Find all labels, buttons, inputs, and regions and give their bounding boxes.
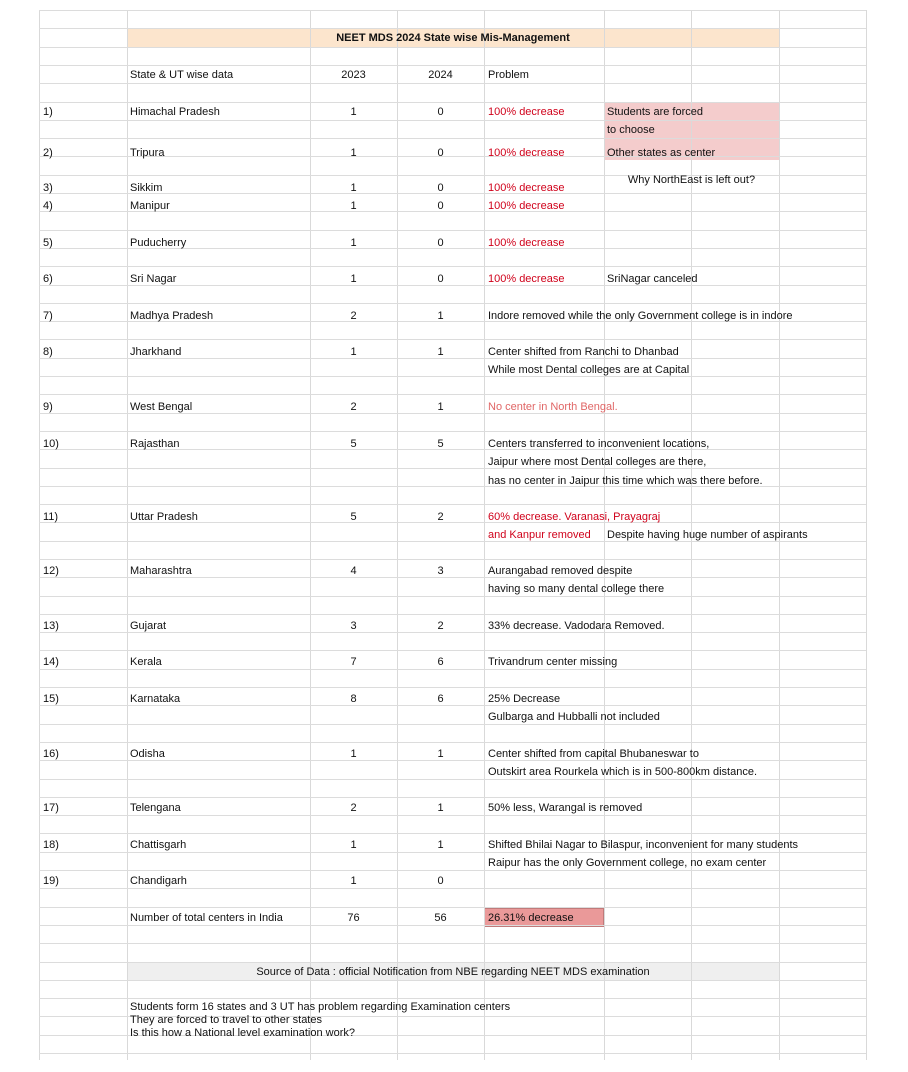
row-2023: 1 bbox=[350, 237, 357, 249]
row-problem: 100% decrease bbox=[488, 147, 565, 159]
grid-row-line bbox=[39, 650, 866, 651]
row-2023: 1 bbox=[350, 839, 357, 851]
row-number: 8) bbox=[43, 346, 53, 358]
grid-row-line bbox=[39, 28, 866, 29]
row-2023: 4 bbox=[350, 565, 357, 577]
row-problem: Centers transferred to inconvenient locations, bbox=[488, 438, 710, 450]
row-state: West Bengal bbox=[130, 401, 193, 413]
total-label: Number of total centers in India bbox=[130, 912, 283, 924]
row-number: 11) bbox=[43, 511, 59, 523]
grid-row-line bbox=[39, 888, 866, 889]
header-state: State & UT wise data bbox=[130, 69, 234, 81]
row-state: Jharkhand bbox=[130, 346, 182, 358]
row-2024: 1 bbox=[437, 802, 444, 814]
row-number: 9) bbox=[43, 401, 53, 413]
row-state: Himachal Pradesh bbox=[130, 106, 220, 118]
grid-row-line bbox=[39, 779, 866, 780]
row-number: 12) bbox=[43, 565, 59, 577]
grid-row-line bbox=[39, 1053, 866, 1054]
row-2024: 0 bbox=[437, 200, 444, 212]
footer-line-1: Students form 16 states and 3 UT has problem regarding Examination centers bbox=[130, 1001, 511, 1013]
grid-column-line bbox=[39, 10, 40, 1060]
row-problem: Jaipur where most Dental colleges are there, bbox=[488, 456, 707, 468]
row-2024: 1 bbox=[437, 346, 444, 358]
grid-column-line bbox=[866, 10, 867, 1060]
row-number: 15) bbox=[43, 693, 59, 705]
row-number: 6) bbox=[43, 273, 53, 285]
row-2023: 1 bbox=[350, 200, 357, 212]
header-2024: 2024 bbox=[428, 69, 453, 81]
row-state: Gujarat bbox=[130, 620, 167, 632]
row-problem: Trivandrum center missing bbox=[488, 656, 618, 668]
row-problem: 100% decrease bbox=[488, 237, 565, 249]
row-problem: 50% less, Warangal is removed bbox=[488, 802, 643, 814]
row-2024: 1 bbox=[437, 748, 444, 760]
row-2023: 1 bbox=[350, 748, 357, 760]
note-northeast: Why NorthEast is left out? bbox=[627, 174, 756, 186]
grid-row-line bbox=[39, 852, 866, 853]
note-students-forced-3: Other states as center bbox=[607, 147, 716, 159]
row-state: Odisha bbox=[130, 748, 165, 760]
row-problem: Indore removed while the only Government college is in indore bbox=[488, 310, 793, 322]
row-2024: 0 bbox=[437, 147, 444, 159]
row-number: 10) bbox=[43, 438, 59, 450]
grid-row-line bbox=[39, 687, 866, 688]
grid-row-line bbox=[39, 376, 866, 377]
row-number: 19) bbox=[43, 875, 59, 887]
row-state: Telengana bbox=[130, 802, 181, 814]
grid-row-line bbox=[39, 724, 866, 725]
row-number: 16) bbox=[43, 748, 59, 760]
row-2023: 2 bbox=[350, 401, 357, 413]
row-problem: 60% decrease. Varanasi, Prayagraj bbox=[488, 511, 661, 523]
row-state: Manipur bbox=[130, 200, 170, 212]
grid-row-line bbox=[39, 468, 866, 469]
grid-column-line bbox=[127, 10, 128, 1060]
row-2024: 0 bbox=[437, 875, 444, 887]
row-2024: 1 bbox=[437, 839, 444, 851]
row-problem: 25% Decrease bbox=[488, 693, 561, 705]
grid-row-line bbox=[39, 614, 866, 615]
grid-row-line bbox=[39, 980, 866, 981]
total-2024: 56 bbox=[434, 912, 447, 924]
grid-column-line bbox=[397, 10, 398, 1060]
row-2023: 5 bbox=[350, 511, 357, 523]
row-2024: 0 bbox=[437, 106, 444, 118]
row-problem: 100% decrease bbox=[488, 273, 565, 285]
row-2023: 1 bbox=[350, 182, 357, 194]
row-2023: 7 bbox=[350, 656, 357, 668]
row-2023: 1 bbox=[350, 147, 357, 159]
header-problem: Problem bbox=[488, 69, 529, 81]
grid-row-line bbox=[39, 943, 866, 944]
row-state: Puducherry bbox=[130, 237, 187, 249]
footer-line-3: Is this how a National level examination work? bbox=[130, 1027, 356, 1039]
row-problem: While most Dental colleges are at Capital bbox=[488, 364, 690, 376]
sheet-title: NEET MDS 2024 State wise Mis-Management bbox=[336, 32, 570, 44]
row-problem: Center shifted from Ranchi to Dhanbad bbox=[488, 346, 679, 358]
grid-row-line bbox=[39, 833, 866, 834]
row-2023: 2 bbox=[350, 310, 357, 322]
row-number: 14) bbox=[43, 656, 59, 668]
row-2024: 0 bbox=[437, 237, 444, 249]
source-note: Source of Data : official Notification from NBE regarding NEET MDS examination bbox=[256, 966, 650, 978]
row-2024: 0 bbox=[437, 182, 444, 194]
row-number: 18) bbox=[43, 839, 59, 851]
row-problem: and Kanpur removed bbox=[488, 529, 591, 541]
row-problem: 33% decrease. Vadodara Removed. bbox=[488, 620, 665, 632]
row-2024: 5 bbox=[437, 438, 444, 450]
row-2023: 8 bbox=[350, 693, 357, 705]
row-2024: 2 bbox=[437, 511, 444, 523]
grid-row-line bbox=[39, 394, 866, 395]
row-2024: 6 bbox=[437, 693, 444, 705]
grid-row-line bbox=[39, 815, 866, 816]
row-state: Uttar Pradesh bbox=[130, 511, 198, 523]
grid-row-line bbox=[39, 870, 866, 871]
grid-row-line bbox=[39, 10, 866, 11]
row-problem: Center shifted from capital Bhubaneswar to bbox=[488, 748, 699, 760]
row-number: 3) bbox=[43, 182, 53, 194]
row-2023: 2 bbox=[350, 802, 357, 814]
grid-row-line bbox=[39, 102, 866, 103]
grid-row-line bbox=[39, 120, 866, 121]
note-students-forced-1: Students are forced bbox=[607, 106, 704, 118]
grid-row-line bbox=[39, 339, 866, 340]
grid-row-line bbox=[39, 504, 866, 505]
row-2024: 3 bbox=[437, 565, 444, 577]
grid-row-line bbox=[39, 559, 866, 560]
grid-column-line bbox=[484, 10, 485, 1060]
row-2024: 6 bbox=[437, 656, 444, 668]
row-state: Sikkim bbox=[130, 182, 163, 194]
row-2024: 1 bbox=[437, 401, 444, 413]
grid-row-line bbox=[39, 303, 866, 304]
note-students-forced-2: to choose bbox=[607, 124, 655, 136]
grid-row-line bbox=[39, 230, 866, 231]
row-number: 7) bbox=[43, 310, 53, 322]
row-2024: 2 bbox=[437, 620, 444, 632]
row-state: Maharashtra bbox=[130, 565, 192, 577]
grid-column-line bbox=[310, 10, 311, 1060]
row-problem: Raipur has the only Government college, no exam center bbox=[488, 857, 767, 869]
row-state: Chattisgarh bbox=[130, 839, 187, 851]
row-note: SriNagar canceled bbox=[607, 273, 698, 285]
footer-line-2: They are forced to travel to other states bbox=[130, 1014, 322, 1026]
row-state: Tripura bbox=[130, 147, 165, 159]
row-2023: 1 bbox=[350, 346, 357, 358]
grid-row-line bbox=[39, 907, 866, 908]
row-2023: 5 bbox=[350, 438, 357, 450]
row-problem: Outskirt area Rourkela which is in 500-800km distance. bbox=[488, 766, 758, 778]
grid-row-line bbox=[39, 596, 866, 597]
grid-row-line bbox=[39, 962, 866, 963]
grid-row-line bbox=[39, 925, 866, 926]
row-2023: 1 bbox=[350, 106, 357, 118]
grid-row-line bbox=[39, 266, 866, 267]
row-problem: Gulbarga and Hubballi not included bbox=[488, 711, 660, 723]
row-number: 5) bbox=[43, 237, 53, 249]
row-state: Sri Nagar bbox=[130, 273, 177, 285]
grid-column-line bbox=[604, 10, 605, 1060]
total-change: 26.31% decrease bbox=[488, 912, 574, 924]
row-state: Chandigarh bbox=[130, 875, 187, 887]
grid-row-line bbox=[39, 742, 866, 743]
row-2023: 1 bbox=[350, 875, 357, 887]
row-number: 4) bbox=[43, 200, 53, 212]
row-problem: has no center in Jaipur this time which was there before. bbox=[488, 475, 763, 487]
row-state: Rajasthan bbox=[130, 438, 180, 450]
row-2023: 3 bbox=[350, 620, 357, 632]
row-problem: Aurangabad removed despite bbox=[488, 565, 633, 577]
row-state: Madhya Pradesh bbox=[130, 310, 214, 322]
grid-row-line bbox=[39, 47, 866, 48]
row-problem: Shifted Bhilai Nagar to Bilaspur, inconvenient for many students bbox=[488, 839, 799, 851]
row-number: 2) bbox=[43, 147, 53, 159]
row-problem: 100% decrease bbox=[488, 182, 565, 194]
row-number: 13) bbox=[43, 620, 59, 632]
row-2024: 0 bbox=[437, 273, 444, 285]
grid-row-line bbox=[39, 65, 866, 66]
row-problem: No center in North Bengal. bbox=[488, 401, 618, 413]
row-problem: having so many dental college there bbox=[488, 583, 665, 595]
row-problem: 100% decrease bbox=[488, 106, 565, 118]
row-2023: 1 bbox=[350, 273, 357, 285]
row-problem: 100% decrease bbox=[488, 200, 565, 212]
row-number: 1) bbox=[43, 106, 53, 118]
grid-row-line bbox=[39, 797, 866, 798]
grid-row-line bbox=[39, 669, 866, 670]
total-2023: 76 bbox=[347, 912, 360, 924]
row-note: Despite having huge number of aspirants bbox=[607, 529, 808, 541]
row-state: Kerala bbox=[130, 656, 162, 668]
grid-row-line bbox=[39, 138, 866, 139]
grid-row-line bbox=[39, 431, 866, 432]
row-2024: 1 bbox=[437, 310, 444, 322]
grid-row-line bbox=[39, 83, 866, 84]
grid-row-line bbox=[39, 998, 866, 999]
row-number: 17) bbox=[43, 802, 59, 814]
header-2023: 2023 bbox=[341, 69, 366, 81]
row-state: Karnataka bbox=[130, 693, 181, 705]
